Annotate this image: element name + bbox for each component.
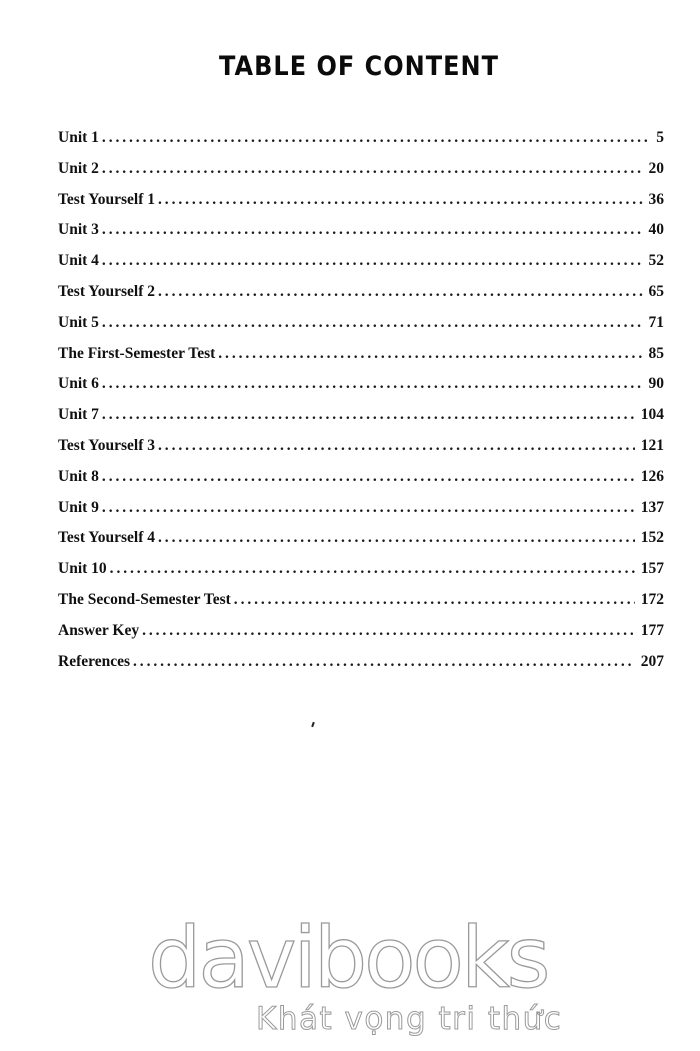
toc-entry-label: Test Yourself 3 [58,436,156,454]
toc-entry-label: Unit 1 [58,129,99,146]
dot-leader [158,191,642,209]
toc-entry-label: Unit 3 [58,221,99,239]
toc-entry [58,129,664,160]
toc-entry-page: 157 [640,560,664,578]
toc-entry-label: The First-Semester Test [58,344,216,362]
dot-leader [234,591,635,609]
dot-leader [102,314,643,332]
toc-entry [58,191,664,222]
toc-entry [58,160,664,191]
toc-entry-label: Unit 10 [58,560,107,578]
toc-entry-label: Unit 8 [58,467,99,485]
dot-leader [102,499,635,517]
toc-entry-page: 40 [648,221,664,239]
watermark-slogan: Khát vọng tri thức [256,1001,563,1037]
toc-entry [58,622,664,653]
toc-entry [58,560,664,591]
toc-entry-page: 85 [648,344,664,362]
dot-leader [102,252,643,270]
watermark-brand: davibooks [148,909,548,1007]
toc-entry-page: 20 [648,159,664,177]
toc-entry-page: 90 [648,375,664,393]
toc-entry-page: 152 [640,529,664,547]
dot-leader [102,129,650,147]
toc-entry-label: Answer Key [58,621,140,639]
toc-entry-label: Test Yourself 1 [58,190,156,208]
dot-leader [158,283,642,301]
stray-ink-mark [311,722,315,727]
page-title: TABLE OF CONTENT [219,50,499,82]
toc-entry-page: 65 [648,282,664,300]
toc-entry-page: 207 [640,652,664,670]
toc-entry-page: 172 [640,590,664,608]
toc-entry [58,499,664,530]
toc-entry-label: Test Yourself 2 [58,282,156,300]
toc-entry-page: 104 [640,406,664,424]
toc-entry-page: 5 [656,129,664,146]
toc-entry [58,375,664,406]
toc-entry-page: 121 [640,436,664,454]
dot-leader [158,437,635,455]
dot-leader [102,221,643,239]
dot-leader [133,653,635,671]
toc-entry-label: Unit 9 [58,498,99,516]
toc-entry-label: Unit 6 [58,375,99,393]
toc-entry-page: 177 [640,621,664,639]
toc-entry [58,406,664,437]
toc-entry [58,314,664,345]
toc-entry [58,221,664,252]
dot-leader [102,375,643,393]
toc-entry-page: 137 [640,498,664,516]
toc-entry [58,345,664,376]
toc-entry-label: Unit 5 [58,313,99,331]
toc-entry-label: Unit 4 [58,252,99,270]
dot-leader [102,406,635,424]
dot-leader [110,560,635,578]
toc-entry [58,283,664,314]
table-of-contents [58,129,664,683]
toc-entry [58,252,664,283]
toc-entry [58,653,664,684]
toc-entry-page: 36 [648,190,664,208]
toc-entry-label: Test Yourself 4 [58,529,156,547]
watermark-logo [148,909,568,1046]
toc-entry-page: 52 [648,252,664,270]
toc-entry-label: References [58,652,131,670]
toc-entry [58,591,664,622]
toc-entry [58,529,664,560]
toc-entry-label: The Second-Semester Test [58,590,231,608]
dot-leader [142,622,635,640]
dot-leader [158,529,635,547]
toc-entry-label: Unit 7 [58,406,99,424]
dot-leader [218,345,642,363]
toc-entry [58,468,664,499]
dot-leader [102,160,643,178]
toc-entry-page: 126 [640,467,664,485]
toc-entry [58,437,664,468]
dot-leader [102,468,635,486]
toc-entry-page: 71 [648,313,664,331]
toc-entry-label: Unit 2 [58,159,99,177]
